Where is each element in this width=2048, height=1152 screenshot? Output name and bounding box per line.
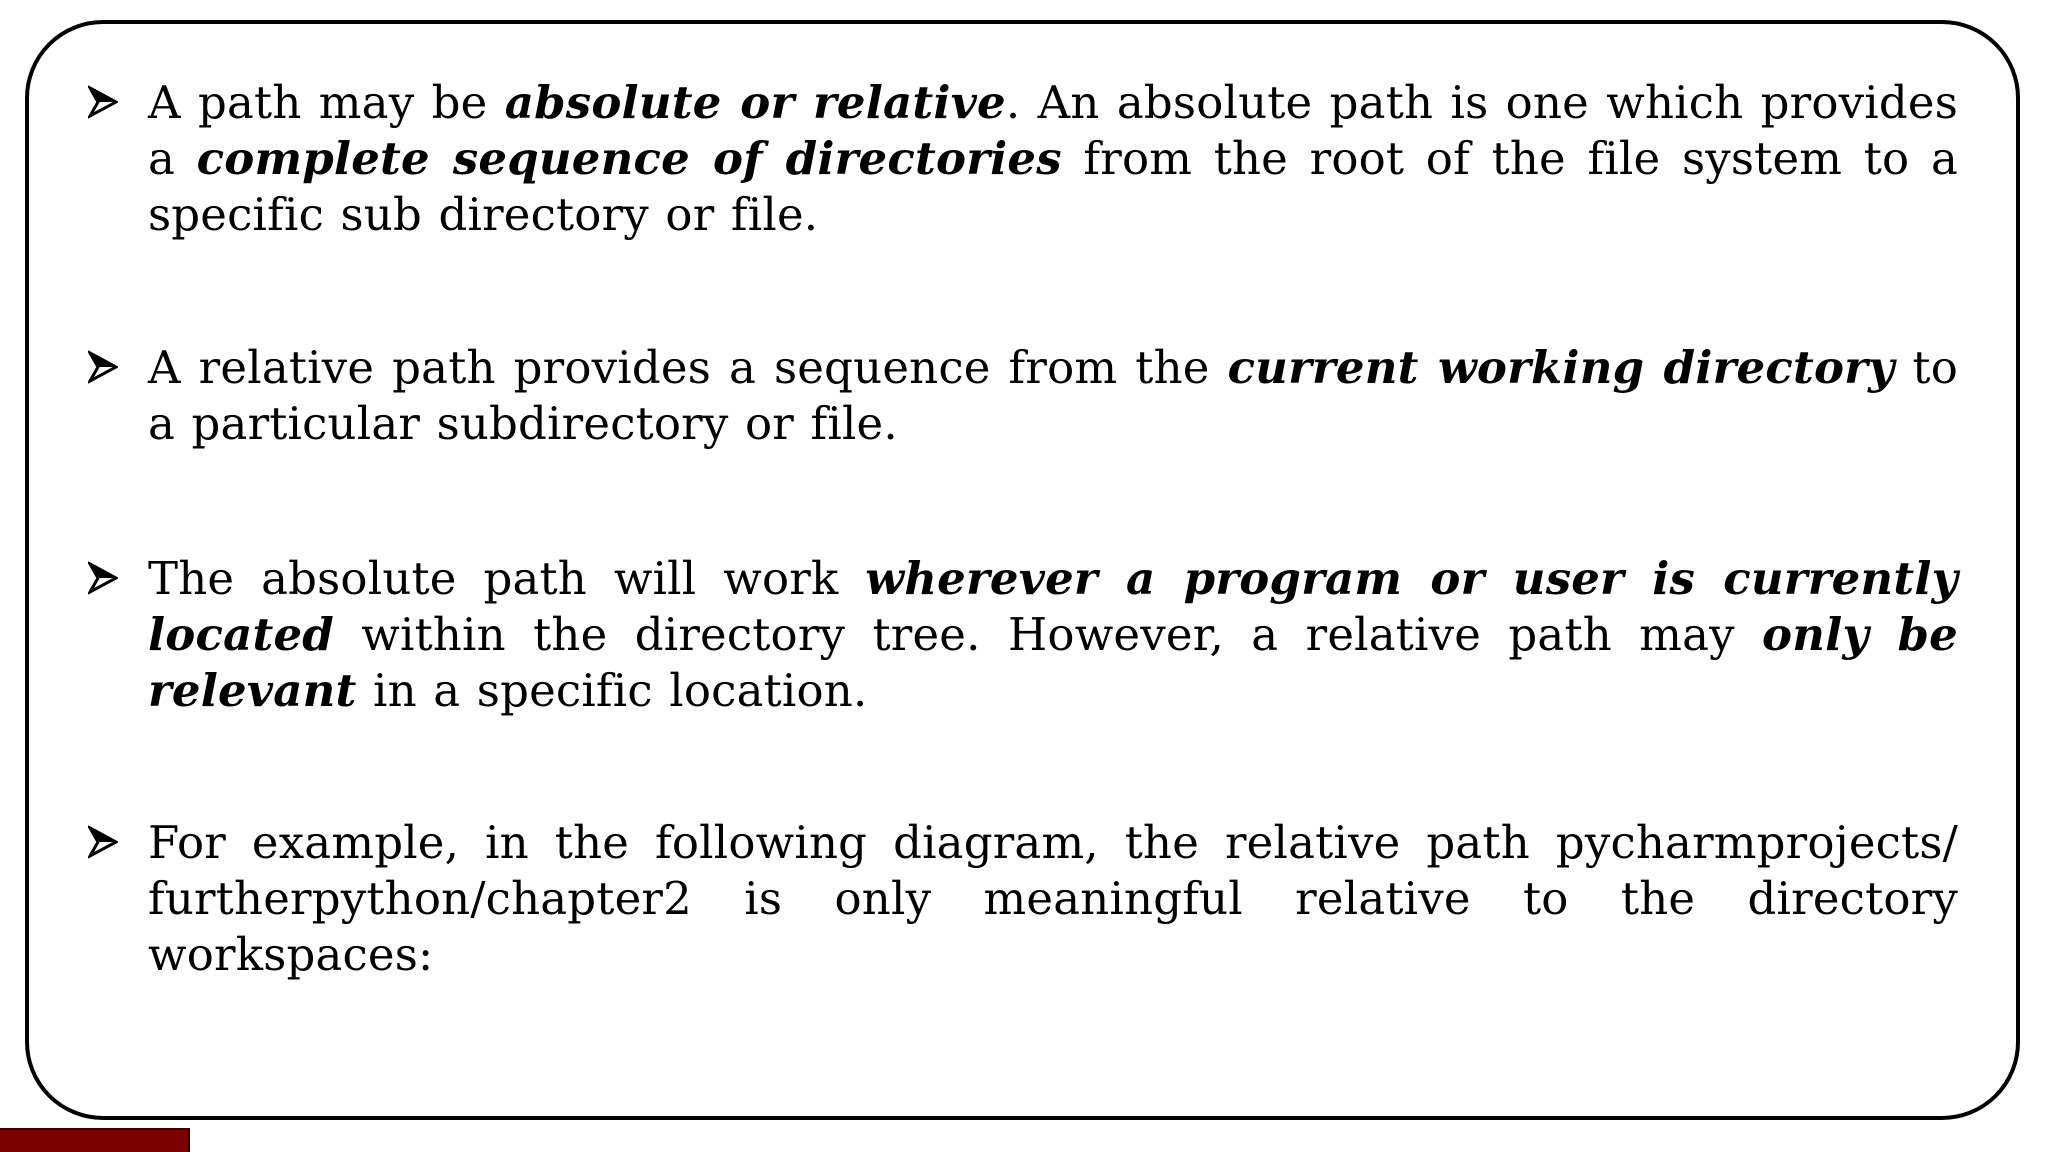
bullet-3-emphasis-1: wherever a program or user is currently located — [148, 552, 1958, 661]
bullet-paragraph-1 — [148, 75, 1958, 243]
bullet-2-text-2: to a particular subdirectory or file. — [148, 341, 1958, 450]
bullet-1-text-1: A path may be — [148, 76, 505, 129]
arrowhead-bullet-icon — [88, 82, 118, 122]
arrowhead-bullet-icon — [88, 822, 118, 862]
arrowhead-bullet-icon — [88, 558, 118, 598]
bullet-3-text-2: within the directory tree. However, a relative path may — [333, 608, 1763, 661]
bullet-3-emphasis-2: only be relevant — [148, 608, 1958, 717]
bullet-paragraph-2 — [148, 340, 1958, 452]
bullet-1-emphasis-2: complete sequence of directories — [196, 132, 1062, 185]
bullet-paragraph-4 — [148, 815, 1958, 983]
bullet-3-text-1: The absolute path will work — [148, 552, 866, 605]
bullet-1-emphasis-1: absolute or relative — [504, 76, 1006, 129]
arrowhead-bullet-icon — [88, 347, 118, 387]
bullet-1-text-2: . An absolute path is one which provides a — [148, 76, 1958, 185]
bullet-paragraph-3 — [148, 551, 1958, 719]
bullet-4-text-1: For example, in the following diagram, the relative path pycharmprojects/ furtherpython/chapter2 is only meaningful relative to the directory workspaces: — [148, 816, 1958, 981]
bullet-1-text-3: from the root of the file system to a specific sub directory or file. — [148, 132, 1958, 241]
bullet-2-text-1: A relative path provides a sequence from the — [148, 341, 1228, 394]
bullet-3-text-3: in a specific location. — [356, 664, 868, 717]
footer-color-bar — [0, 1128, 190, 1152]
bullet-2-emphasis-1: current working directory — [1227, 341, 1895, 394]
